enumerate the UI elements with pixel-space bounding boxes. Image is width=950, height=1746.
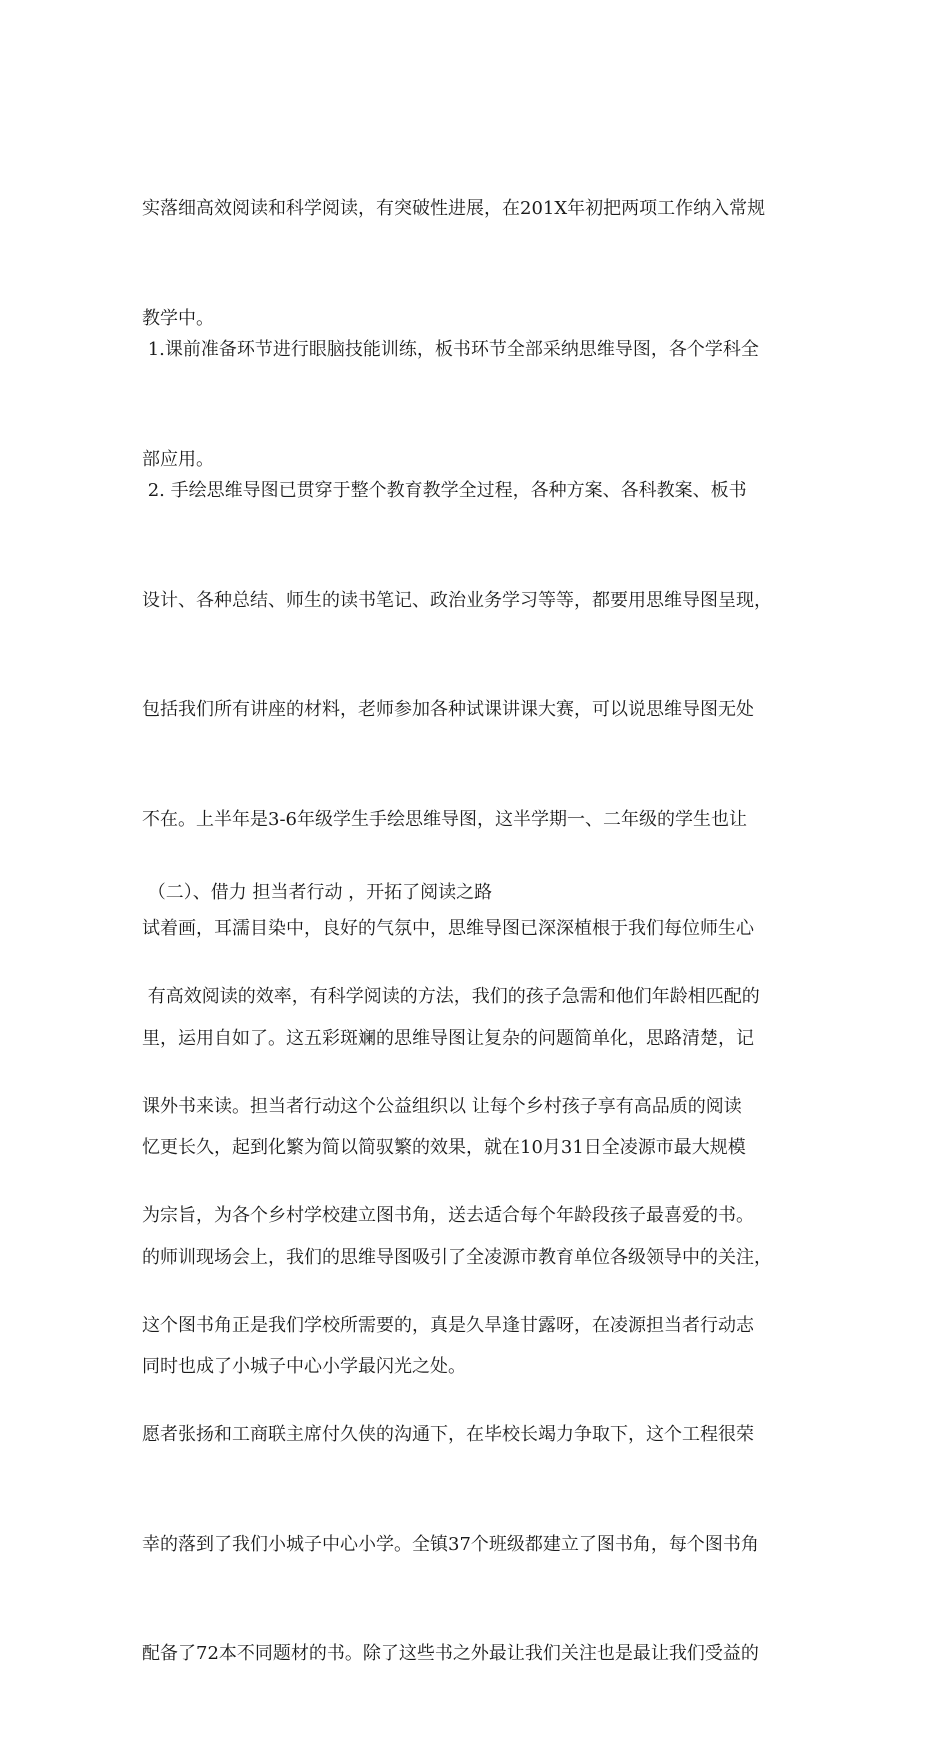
text-line: 2. 手绘思维导图已贯穿于整个教育教学全过程，各种方案、各科教案、板书 [142, 480, 747, 501]
text-line: 设计、各种总结、师生的读书笔记、政治业务学习等等，都要用思维导图呈现， [142, 589, 772, 611]
text-line: 为宗旨，为各个乡村学校建立图书角，送去适合每个年龄段孩子最喜爱的书。 [142, 1205, 754, 1226]
heading-line: （二）、借力 担当者行动 ，开拓了阅读之路 [142, 882, 493, 903]
text-line: 不在。上半年是3-6年级学生手绘思维导图，这半学期一、二年级的学生也让 [142, 808, 747, 830]
text-line: 配备了72本不同题材的书。除了这些书之外最让我们关注也是最让我们受益的 [142, 1643, 759, 1664]
text-line: 同时也成了小城子中心小学最闪光之处。 [142, 1356, 466, 1377]
text-line: 愿者张扬和工商联主席付久侠的沟通下，在毕校长竭力争取下，这个工程很荣 [142, 1424, 754, 1445]
text-line: 里，运用自如了。这五彩斑斓的思维导图让复杂的问题简单化，思路清楚，记 [142, 1027, 754, 1049]
text-line: 部应用。 [142, 448, 214, 470]
text-line: 1.课前准备环节进行眼脑技能训练，板书环节全部采纳思维导图，各个学科全 [142, 339, 759, 360]
text-line: 课外书来读。担当者行动这个公益组织以 让每个乡村孩子享有高品质的阅读 [142, 1095, 742, 1117]
text-line: 幸的落到了我们小城子中心小学。全镇37个班级都建立了图书角，每个图书角 [142, 1533, 759, 1555]
text-line: 试着画，耳濡目染中，良好的气氛中，思维导图已深深植根于我们每位师生心 [142, 918, 754, 939]
text-line: 教学中。 [142, 307, 214, 329]
text-line: 这个图书角正是我们学校所需要的，真是久旱逢甘露呀，在凌源担当者行动志 [142, 1314, 754, 1336]
text-line: 包括我们所有讲座的材料，老师参加各种试课讲课大赛，可以说思维导图无处 [142, 699, 754, 720]
text-line: 的师训现场会上，我们的思维导图吸引了全凌源市教育单位各级领导中的关注， [142, 1246, 772, 1268]
text-line: 实落细高效阅读和科学阅读，有突破性进展，在201X年初把两项工作纳入常规 [142, 198, 766, 219]
text-line: 忆更长久，起到化繁为简以简驭繁的效果，就在10月31日全凌源市最大规模 [142, 1137, 746, 1158]
text-line: 有高效阅读的效率，有科学阅读的方法，我们的孩子急需和他们年龄相匹配的 [142, 986, 760, 1007]
paragraph-reading [142, 906, 814, 1746]
